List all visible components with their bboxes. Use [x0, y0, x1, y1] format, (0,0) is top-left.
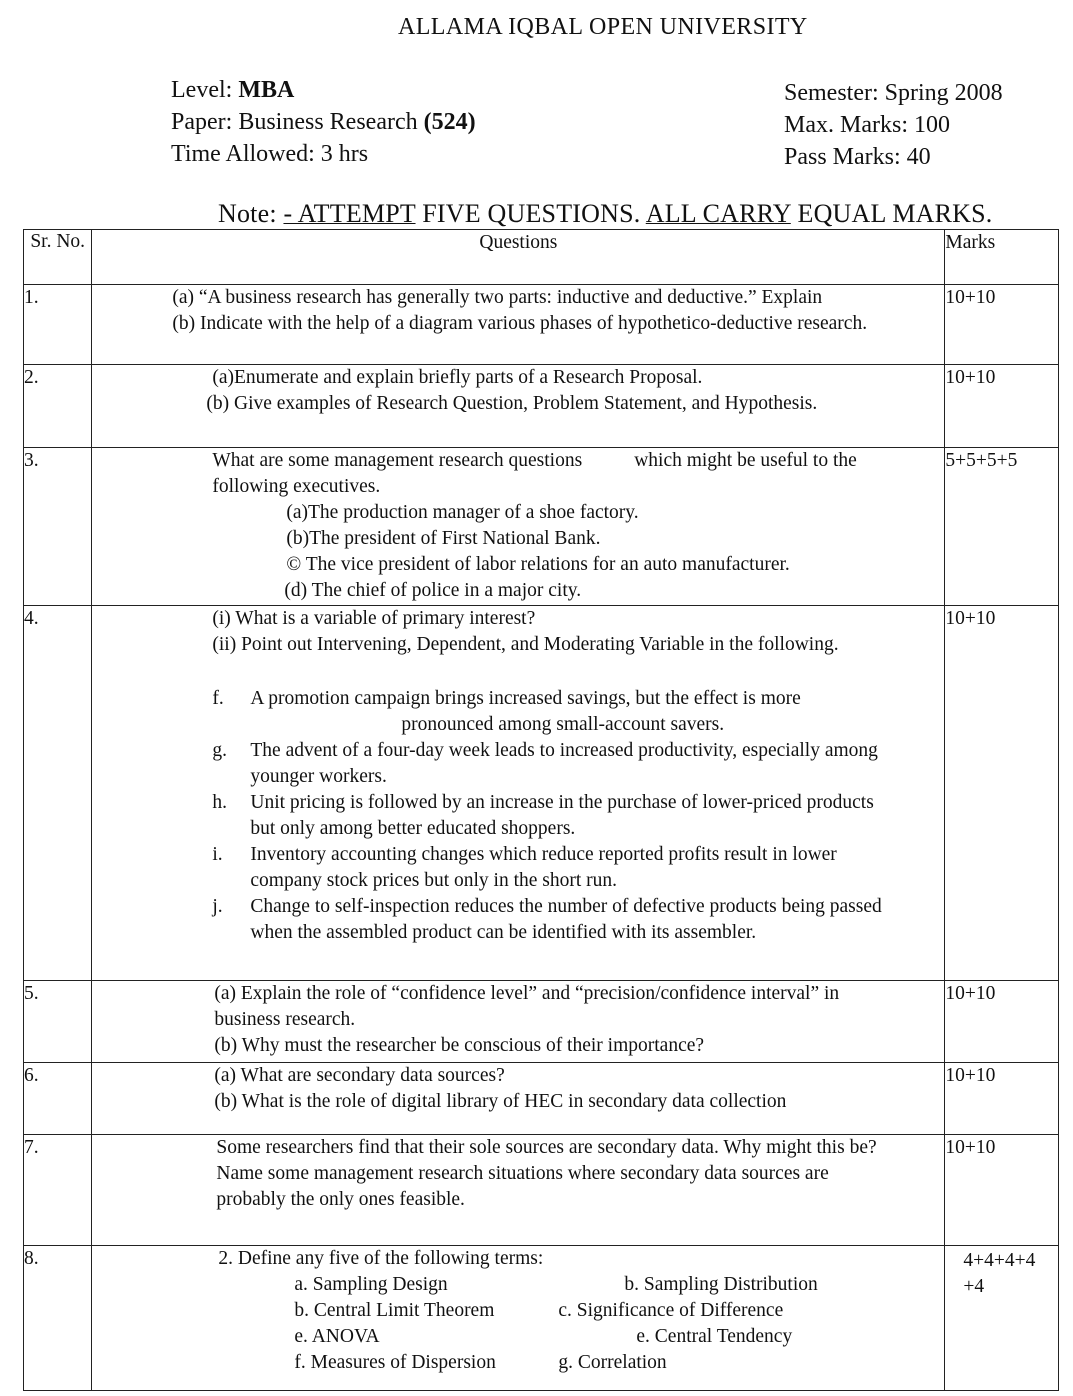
questions-table — [23, 229, 1059, 1391]
question-number: 2. — [24, 365, 92, 448]
question-text: (a) Explain the role of “confidence level” and “precision/confidence interval” in business research. (b) Why must the researcher be conscious of their importance? — [92, 981, 945, 1063]
paper-line: Paper: Business Research (524) — [171, 109, 476, 135]
question-marks: 4+4+4+4 +4 — [945, 1246, 1059, 1391]
question-text: (a) “A business research has generally two parts: inductive and deductive.” Explain (b) Indicate with the help of a diagram various phases of hypothetico-deductive research. — [92, 285, 945, 365]
question-number: 4. — [24, 606, 92, 981]
table-header-row — [24, 230, 1059, 285]
max-marks: Max. Marks: 100 — [784, 112, 950, 138]
question-number: 1. — [24, 285, 92, 365]
level-line: Level: MBA — [171, 77, 295, 103]
question-text: 2. Define any five of the following terms: a. Sampling Design b. Sampling Distribution b. Central Limit Theorem c. Significance of Difference e. ANOVA e. Central Tendency f. Measures of Dispersion g. Correlation — [92, 1246, 945, 1391]
semester: Semester: Spring 2008 — [784, 80, 1003, 106]
question-marks: 10+10 — [945, 606, 1059, 981]
question-text: (a) What are secondary data sources? (b) What is the role of digital library of HEC in secondary data collection — [92, 1063, 945, 1135]
question-number: 6. — [24, 1063, 92, 1135]
header-sr-no: Sr. No. — [24, 230, 92, 285]
question-row-4 — [24, 606, 1059, 981]
time-allowed: Time Allowed: 3 hrs — [171, 141, 369, 167]
paper-info-right — [784, 77, 1003, 173]
question-text: (i) What is a variable of primary interest? (ii) Point out Intervening, Dependent, and Moderating Variable in the following. f. A promotion campaign brings increased savings, but the effect is more pronounced among small-account savers. g. The advent of a four-day week leads to increased productivity, especially among younger workers. h. Unit pricing is followed by an increase in the purchase of lower-priced products but only among better educated shoppers. i. Inventory accounting changes which reduce reported profits result in lower company stock prices but only in the short run. j. Change to self-inspection reduces the number of defective products being passed when the assembled product can be identified with its assembler. — [92, 606, 945, 981]
paper-info-left — [171, 74, 476, 170]
question-number: 7. — [24, 1135, 92, 1246]
question-row-6 — [24, 1063, 1059, 1135]
list-item: i. Inventory accounting changes which reduce reported profits result in lower company stock prices but only in the short run. — [212, 844, 837, 891]
header-questions: Questions — [92, 230, 945, 285]
question-row-8 — [24, 1246, 1059, 1391]
instructions-note: Note: - ATTEMPT FIVE QUESTIONS. ALL CARRY EQUAL MARKS. — [218, 199, 993, 228]
question-row-2 — [24, 365, 1059, 448]
question-text: What are some management research questions which might be useful to the following executives. (a)The production manager of a shoe factory. (b)The president of First National Bank. © The vice president of labor relations for an auto manufacturer. (d) The chief of police in a major city. — [92, 448, 945, 606]
question-row-7 — [24, 1135, 1059, 1246]
question-marks: 10+10 — [945, 981, 1059, 1063]
header-marks: Marks — [945, 230, 1059, 285]
question-row-3 — [24, 448, 1059, 606]
question-number: 3. — [24, 448, 92, 606]
question-marks: 10+10 — [945, 1063, 1059, 1135]
question-text: (a)Enumerate and explain briefly parts of a Research Proposal. (b) Give examples of Research Question, Problem Statement, and Hypothesis. — [92, 365, 945, 448]
pass-marks: Pass Marks: 40 — [784, 144, 931, 170]
question-marks: 10+10 — [945, 1135, 1059, 1246]
question-marks: 5+5+5+5 — [945, 448, 1059, 606]
question-number: 5. — [24, 981, 92, 1063]
question-marks: 10+10 — [945, 365, 1059, 448]
question-marks: 10+10 — [945, 285, 1059, 365]
question-number: 8. — [24, 1246, 92, 1391]
list-item: g. The advent of a four-day week leads to increased productivity, especially among younger workers. — [212, 740, 878, 787]
list-item: h. Unit pricing is followed by an increase in the purchase of lower-priced products but only among better educated shoppers. — [212, 792, 874, 839]
question-text: Some researchers find that their sole sources are secondary data. Why might this be? Name some management research situations where secondary data sources are probably the only ones feasible. — [92, 1135, 945, 1246]
list-item: f. A promotion campaign brings increased savings, but the effect is more pronounced among small-account savers. — [212, 688, 801, 735]
question-row-5 — [24, 981, 1059, 1063]
university-title: ALLAMA IQBAL OPEN UNIVERSITY — [398, 14, 808, 40]
list-item: j. Change to self-inspection reduces the number of defective products being passed when the assembled product can be identified with its assembler. — [212, 896, 882, 943]
question-row-1 — [24, 285, 1059, 365]
